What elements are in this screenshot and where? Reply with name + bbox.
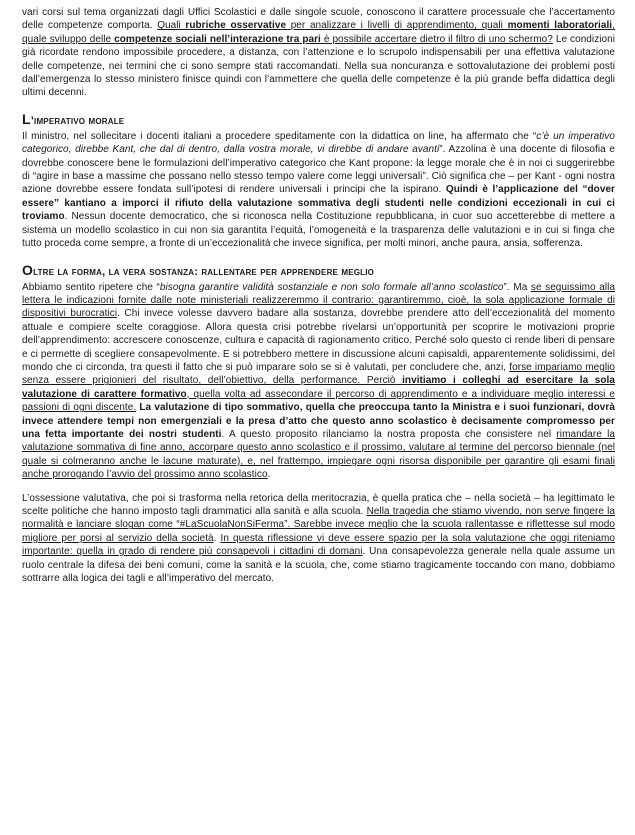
text-run: Abbiamo sentito ripetere che “ (22, 281, 160, 293)
heading-rest: ltre la forma, la vera sostanza: rallentare per apprendere meglio (33, 265, 375, 278)
heading-imperativo-morale (22, 112, 615, 128)
heading-rest: ’imperativo morale (30, 114, 125, 127)
text-run: è possibile accertare dietro il filtro di uno schermo? (320, 33, 553, 45)
text-run: . (213, 532, 221, 544)
text-run: c’è un imperativo categorico, direbbe Kant, che dal di dentro, dalla vostra morale, vi direbbe di andare avanti (22, 130, 615, 156)
text-run: Le condizioni già ricordate rendono impossibile procedere, a distanza, con l’attenzione e lo scrupolo indispensabili per una effettiva valutazione delle competenze, nei termini che ci sono sempre stati raccomandati. Nella sua noncuranza e sottovalutazione dei problemi posti dall’emergenza lo stesso ministero finisce quindi con l’ammettere che quella delle competenze è la più grande beffa didattica degli ultimi decenni. (22, 33, 616, 99)
text-run: L’ossessione valutativa, che poi si trasforma nella retorica della meritocrazia, è quella pratica che – nella società – ha legittimato le scelte politiche che hanno imposto tagli drammatici alla sanità e alla scuola. (22, 492, 615, 517)
text-run: competenze sociali nell’interazione tra pari (114, 33, 321, 45)
text-run: Il ministro, nel sollecitare i docenti italiani a procedere speditamente con la didattica on line, ha affermato che “ (22, 130, 537, 142)
text-run: vari corsi sul tema organizzati dagli Uffici Scolastici e dalle singole scuole, conoscono il carattere processuale che l’accertamento delle competenze comporta. (22, 7, 615, 32)
paragraph-ossessione-valutativa (22, 492, 615, 586)
text-run: La valutazione di tipo sommativo, quella che preoccupa tanto la Ministra e i suoi funzionari, dovrà invece attendere tempi non emergenziali e la presa d’atto che questo anno scolastico è decisamente compromesso per una fetta importante dei nostri studenti (22, 402, 615, 440)
text-run: . Chi invece volesse davvero badare alla sostanza, dovrebbe prendere atto dell’eccezionalità del momento attuale e compiere scelte coraggiose. Allora questa crisi potrebbe rivelarsi un’opportunità per scoprire le motivazioni proprie dell’apprendimento: accrescere conoscenze, cultura e capacità di ragionamento critico. Perché solo questo ci rende liberi di pensare e ci permette di scegliere consapevolmente. E si potrebbero mettere in discussione alcuni capisaldi, apparentemente solidissimi, del mondo che ci circonda, tra questi il fatto che si può imparare solo se si è valutati, per concludere che, anzi, (22, 308, 615, 373)
paragraph-competenze (22, 6, 615, 100)
text-run: ”. Azzolina è una docente di filosofia e dovrebbe conoscere bene le formulazioni dell’imperativo categorico che Kant propone: la legge morale che è in noi ci suggerirebbe di “agire in base a massime che possano nello stesso tempo valere come leggi universali”. Ciò significa che – per Kant - ogni nostra azione dovrebbe essere fondata sull’ipotesi di rendere universali i principi che la ispirano. (22, 144, 615, 196)
text-run: Quindi è l’applicazione del “dover essere” kantiano a imporci il rifiuto della valutazione sommativa degli studenti nelle condizioni eccezionali in cui ci troviamo (22, 184, 615, 223)
text-run: bisogna garantire validità sostanziale e non solo formale all’anno scolastico (159, 281, 504, 293)
text-run: . Nessun docente democratico, che si riconosca nella Costituzione repubblicana, in cuor suo accetterebbe di mettere a sistema un modello scolastico in cui non sia garantita l’equità, l’omogeneità e la trasparenza delle valutazioni e in cui si finga che tutto proceda come sempre, a fronte di un’eccezionalità che invece significa, per molti minori, anche paura, ansia, sofferenza. (22, 211, 615, 250)
text-run: Nella tragedia che stiamo vivendo, non serve fingere la normalità e lanciare slogan come “#LaScuolaNonSiFerma”. Sarebbe invece meglio che la scuola rallentasse e riflettesse sul modo migliore per porsi al servizio della società (22, 506, 615, 544)
text-run: . (267, 469, 271, 481)
heading-initial: O (22, 261, 34, 278)
heading-oltre-la-forma (22, 263, 615, 279)
text-run: , quale sviluppo delle (22, 20, 615, 45)
text-run: rubriche osservative (185, 20, 287, 32)
text-run: forse impariamo meglio senza essere prigionieri del risultato, dell’obiettivo, della performance. Perciò (22, 361, 616, 387)
text-run: . A questo proposito rilanciamo la nostra proposta che consistere nel (221, 428, 557, 440)
text-run: momenti laboratoriali (507, 20, 613, 32)
text-run: In questa riflessione vi deve essere spazio per la sola valutazione che oggi riteniamo importante: quella in grado di rendere più consapevoli i cittadini di domani (22, 532, 615, 558)
text-run: rimandare la valutazione sommativa di fine anno, accorpare questo anno scolastico e il prossimo, valutare al termine del percorso biennale (nel quale si colmeranno anche le lacune maturate), e, nel frattempo, impiegare ogni risorsa disponibile per garantire gli esami finali anche prorogando l’avvio del prossimo anno scolastico (22, 428, 615, 481)
text-run: Quali (157, 20, 186, 32)
heading-initial: L (22, 110, 31, 127)
text-run: se seguissimo alla lettera le indicazioni fornite dalle note ministeriali realizzeremmo il contrario: garantiremmo, cioè, la sola applicazione formale di dispositivi burocratici (22, 281, 616, 320)
text-run: . Una consapevolezza generale nella quale assume un ruolo centrale la difesa dei beni comuni, come la sanità e la scuola, che, come stiamo tragicamente toccando con mano, dobbiamo sottrarre alla logica dei tagli e all’imperativo del mercato. (22, 546, 615, 585)
text-run: invitiamo i colleghi ad esercitare la sola valutazione di carattere formativo (22, 375, 615, 400)
paragraph-imperativo-morale (22, 130, 615, 251)
text-run: ”. Ma (503, 281, 531, 293)
text-run: , quella volta ad assecondare il percorso di apprendimento e a individuare meglio interessi e passioni di ogni discente. (22, 388, 615, 414)
text-run: per analizzare i livelli di apprendimento, quali (286, 20, 508, 32)
paragraph-oltre-la-forma (22, 281, 615, 482)
